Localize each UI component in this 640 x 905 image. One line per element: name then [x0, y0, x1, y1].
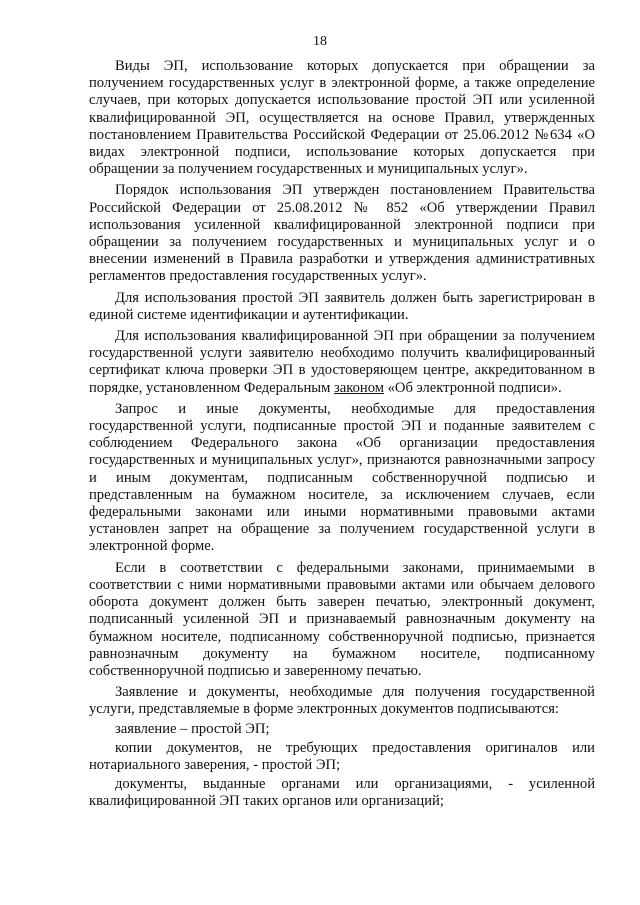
- paragraph-qualified-ep: [89, 328, 595, 397]
- list-item-document-copies: копии документов, не требующих предоставления оригиналов или нотариального заверения, - простой ЭП;: [89, 739, 595, 773]
- paragraph-ep-procedure: Порядок использования ЭП утвержден постановлением Правительства Российской Федерации от 25.08.2012 № 852 «Об утверждении Правил использования усиленной квалифицированной электронной подписи при обращении за получением государственных и муниципальных услуг и о внесении изменений в Правила разработки и утверждения административных регламентов предоставления государственных услуг».: [89, 182, 595, 285]
- list-item-issued-documents: документы, выданные органами или организациями, - усиленной квалифицированной ЭП таких органов или организаций;: [89, 776, 595, 810]
- document-body: [89, 58, 595, 813]
- qualified-ep-text-end: «Об электронной подписи».: [383, 379, 562, 396]
- law-link[interactable]: законом: [334, 379, 384, 396]
- qualified-ep-text: Для использования квалифицированной ЭП при обращении за получением государственной услуги заявителю необходимо получить квалифицированный сертификат ключа проверки ЭП в удостоверяющем центре, аккредитованном в порядке, установленном Федеральным: [89, 328, 595, 396]
- paragraph-ep-types: Виды ЭП, использование которых допускается при обращении за получением государственных услуг в электронной форме, а также определение случаев, при которых допускается использование простой ЭП или усиленной квалифицированной ЭП, осуществляется на основе Правил, утвержденных постановлением Правительства Российской Федерации от 25.06.2012 №634 «О видах электронной подписи, использование которых допускается при обращении за получением государственных и муниципальных услуг».: [89, 58, 595, 178]
- paragraph-simple-ep-registration: Для использования простой ЭП заявитель должен быть зарегистрирован в единой системе идентификации и аутентификации.: [89, 289, 595, 323]
- page-number: 18: [313, 34, 327, 49]
- paragraph-seal-equivalence: Если в соответствии с федеральными законами, принимаемыми в соответствии с ними нормативными правовыми актами или обычаем делового оборота документ должен быть заверен печатью, электронный документ, подписанный усиленной ЭП и признаваемый равнозначным документу на бумажном носителе, подписанному собственноручной подписью, признается равнозначным документу на бумажном носителе, подписанному собственноручной подписью и заверенному печатью.: [89, 559, 595, 679]
- paragraph-signing-intro: Заявление и документы, необходимые для получения государственной услуги, представляемые в форме электронных документов подписываются:: [89, 684, 595, 718]
- list-item-application: заявление – простой ЭП;: [115, 720, 270, 737]
- paragraph-request-equivalence: Запрос и иные документы, необходимые для предоставления государственной услуги, подписанные простой ЭП и поданные заявителем с соблюдением Федерального закона «Об организации предоставления государственных и муниципальных услуг», признаются равнозначными запросу и иным документам, подписанным собственноручной подписью и представленным на бумажном носителе, за исключением случаев, если федеральными законами или иными нормативными правовыми актами установлен запрет на обращение за получением государственной услуги в электронной форме.: [89, 400, 595, 555]
